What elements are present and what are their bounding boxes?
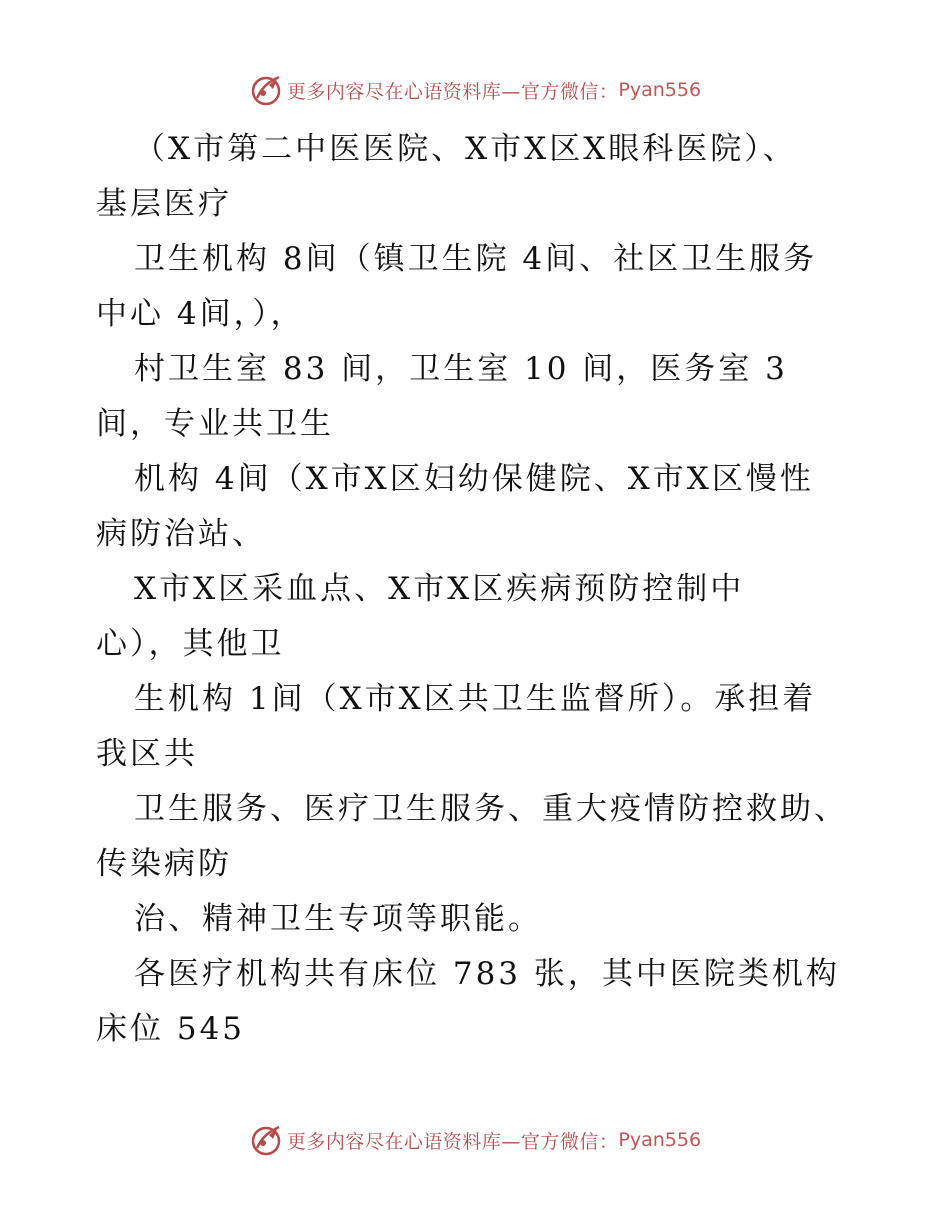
- text-line: 机构 4间（X市X区妇幼保健院、X市X区慢性: [134, 461, 814, 497]
- header-banner: [0, 72, 950, 108]
- text-line: 村卫生室 83 间，卫生室 10 间，医务室 3: [134, 351, 788, 387]
- brand-logo-icon: [249, 1123, 283, 1157]
- text-line: 治、精神卫生专项等职能。: [134, 901, 542, 937]
- banner-text: 更多内容尽在心语资料库—官方微信：: [286, 80, 619, 103]
- text-line: 病防治站、: [96, 516, 266, 552]
- document-body: [96, 122, 856, 1057]
- banner-wechat-id: Pyan556: [618, 79, 702, 101]
- text-line: 心），其他卫: [96, 626, 285, 662]
- text-line: 卫生服务、医疗卫生服务、重大疫情防控救助、: [134, 791, 848, 827]
- text-line: 卫生机构 8间（镇卫生院 4间、社区卫生服务: [134, 241, 818, 277]
- banner-wechat-id: Pyan556: [618, 1129, 702, 1151]
- text-line: 生机构 1间（X市X区共卫生监督所）。承担着: [134, 681, 817, 717]
- text-line: 中心 4间，），: [96, 296, 305, 332]
- banner-text: 更多内容尽在心语资料库—官方微信：: [286, 1130, 619, 1153]
- text-line: 床位 545: [96, 1011, 246, 1047]
- footer-banner: [0, 1122, 950, 1158]
- text-line: 基层医疗: [96, 186, 232, 222]
- text-line: 我区共: [96, 736, 198, 772]
- brand-logo-icon: [249, 73, 283, 107]
- text-line: X市X区采血点、X市X区疾病预防控制中: [134, 571, 745, 607]
- text-line: 间，专业共卫生: [96, 406, 334, 442]
- text-line: 各医疗机构共有床位 783 张，其中医院类机构: [134, 956, 840, 992]
- text-line: 传染病防: [96, 846, 232, 882]
- text-line: （X市第二中医医院、X市X区X眼科医院）、: [134, 131, 797, 167]
